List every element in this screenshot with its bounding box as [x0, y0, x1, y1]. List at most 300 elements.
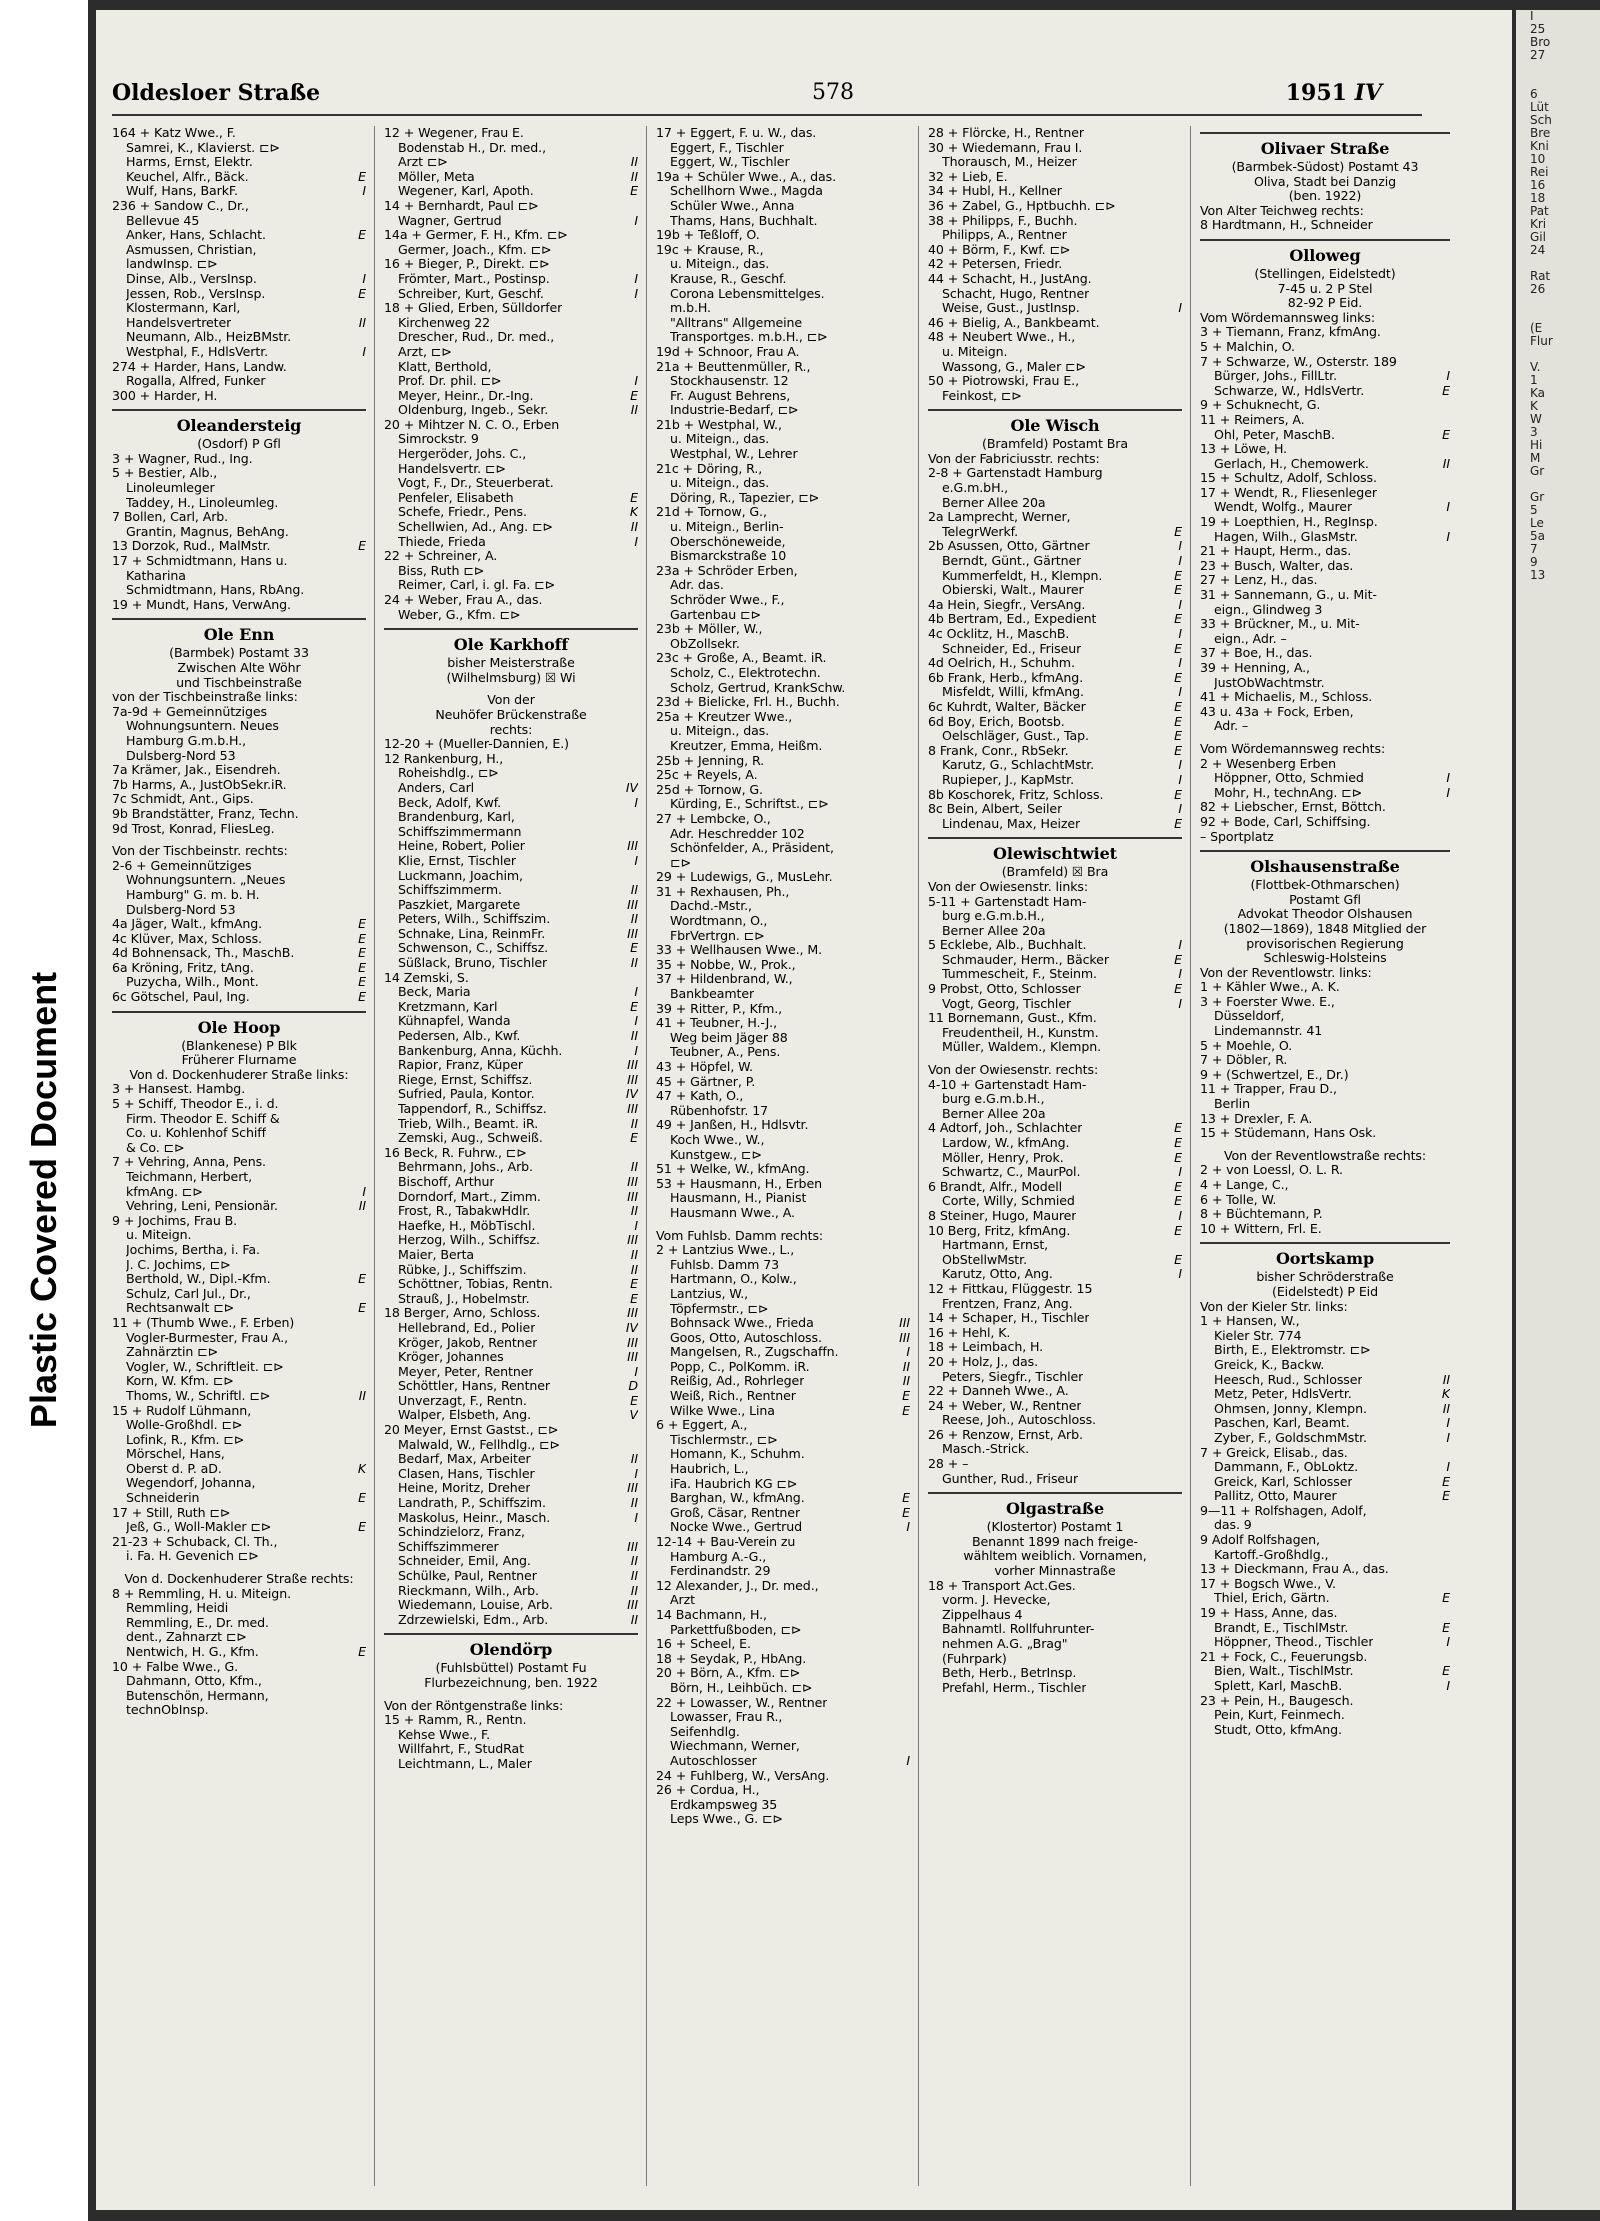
directory-entry	[928, 1267, 1182, 1282]
directory-entry	[1200, 457, 1450, 472]
floor-marker	[906, 827, 910, 842]
street-subheading: (Klostertor) Postamt 1	[986, 1519, 1124, 1535]
directory-entry	[384, 971, 638, 986]
entry-text: 24 + Weber, Frau A., das.	[384, 593, 543, 607]
directory-entry	[384, 1190, 638, 1205]
entry-text: Hamburg A.-G.,	[670, 1549, 767, 1564]
directory-entry	[656, 1177, 910, 1192]
directory-entry	[384, 432, 638, 447]
directory-entry	[1200, 218, 1450, 233]
floor-marker: E	[902, 1504, 910, 1520]
directory-entry	[928, 817, 1182, 832]
entry-text: Bien, Walt., TischlMstr.	[1214, 1664, 1354, 1679]
directory-entry	[112, 1374, 366, 1389]
directory-entry	[928, 1579, 1182, 1594]
entry-text: 6 + Tolle, W.	[1200, 1192, 1277, 1207]
floor-marker: K	[1441, 1386, 1450, 1402]
directory-entry	[112, 1272, 366, 1287]
street-note: Oliva, Stadt bei Danzig	[1253, 173, 1397, 189]
entry-text: Schwenson, C., Schiffsz.	[398, 941, 549, 956]
entry-text: 23a + Schröder Erben,	[656, 563, 798, 578]
entry-text: 4b Bertram, Ed., Expedient	[928, 612, 1097, 627]
directory-entry	[928, 1107, 1182, 1122]
floor-marker	[906, 899, 910, 914]
directory-entry	[384, 389, 638, 404]
entry-text: Berthold, W., Dipl.-Kfm.	[126, 1272, 271, 1287]
entry-text: Mangelsen, R., Zugschaffn.	[670, 1345, 839, 1360]
directory-entry	[1200, 1416, 1450, 1431]
street-subheading: bisher Schröderstraße	[1256, 1269, 1394, 1285]
entry-text: Höppner, Theod., Tischler	[1214, 1635, 1374, 1650]
entry-text: Möller, Henry, Prok.	[942, 1150, 1064, 1165]
directory-entry	[656, 1060, 910, 1075]
floor-marker	[362, 1214, 366, 1229]
entry-text: 21 + Fock, C., Feuerungsb.	[1200, 1649, 1368, 1664]
entry-text: Döring, R., Tapezier, ⊏⊳	[670, 490, 820, 505]
directory-entry	[656, 870, 910, 885]
directory-entry	[112, 360, 366, 375]
floor-marker	[1178, 155, 1182, 170]
entry-text: 11 Bornemann, Gust., Kfm.	[928, 1011, 1097, 1026]
entry-text: 4a Hein, Siegfr., VersAng.	[928, 597, 1086, 612]
floor-marker: III	[627, 1071, 638, 1087]
floor-marker	[906, 1162, 910, 1177]
floor-marker	[1446, 646, 1450, 661]
entry-text: 20 Meyer, Ernst Gastst., ⊏⊳	[384, 1423, 559, 1438]
directory-entry	[928, 1297, 1182, 1312]
floor-marker: I	[1178, 801, 1182, 817]
entry-text: i. Fa. H. Gevenich ⊏⊳	[126, 1549, 259, 1564]
entry-text: Misfeldt, Willi, kfmAng.	[942, 685, 1084, 700]
floor-marker	[362, 763, 366, 778]
directory-entry	[112, 583, 366, 598]
directory-entry	[656, 972, 910, 987]
entry-text: Bellevue 45	[126, 213, 200, 228]
entry-text: u. Miteign., Berlin-	[670, 520, 784, 535]
entry-text: 7a Krämer, Jak., Eisendreh.	[112, 763, 281, 778]
entry-text: Hamburg G.m.b.H.,	[126, 733, 246, 748]
floor-marker: I	[1178, 684, 1182, 700]
entry-text: Dinse, Alb., VersInsp.	[126, 271, 257, 286]
directory-entry	[656, 754, 910, 769]
floor-marker: E	[630, 1130, 638, 1146]
directory-entry	[1200, 676, 1450, 691]
entry-text: 17 + Still, Ruth ⊏⊳	[112, 1505, 231, 1520]
floor-marker	[1178, 1107, 1182, 1122]
entry-text: 37 + Hildenbrand, W.,	[656, 972, 793, 987]
floor-marker	[362, 1674, 366, 1689]
part: IV	[1354, 80, 1382, 106]
entry-text: 33 + Brückner, M., u. Mit-	[1200, 617, 1360, 632]
floor-marker: E	[1174, 1149, 1182, 1165]
floor-marker	[906, 389, 910, 404]
floor-marker	[1178, 1311, 1182, 1326]
entry-text: 18 + Transport Act.Ges.	[928, 1578, 1076, 1593]
directory-entry	[112, 946, 366, 961]
entry-text: Süßlack, Bruno, Tischler	[398, 956, 548, 971]
entry-text: 6c Kuhrdt, Walter, Bäcker	[928, 699, 1086, 714]
directory-entry	[112, 525, 366, 540]
directory-entry	[112, 1199, 366, 1214]
entry-text: 49 + Janßen, H., Hdlsvtr.	[656, 1118, 809, 1133]
floor-marker	[634, 476, 638, 491]
floor-marker: III	[627, 1101, 638, 1116]
directory-entry	[384, 1146, 638, 1161]
floor-marker: III	[627, 1538, 638, 1554]
entry-text: Lofink, R., Kfm. ⊏⊳	[126, 1432, 245, 1447]
floor-marker	[634, 418, 638, 433]
floor-marker: I	[1446, 1429, 1450, 1445]
entry-text: Vom Fuhlsb. Damm rechts:	[656, 1228, 824, 1243]
directory-entry	[384, 766, 638, 781]
directory-entry	[656, 1710, 910, 1725]
entry-text: Vom Wördemannsweg links:	[1200, 310, 1375, 325]
floor-marker	[362, 1689, 366, 1704]
floor-marker	[634, 432, 638, 447]
entry-text: 15 + Schultz, Adolf, Schloss.	[1200, 471, 1377, 486]
floor-marker	[1446, 218, 1450, 233]
directory-entry	[656, 724, 910, 739]
entry-text: Wilke Wwe., Lina	[670, 1403, 775, 1418]
floor-marker	[906, 841, 910, 856]
floor-marker	[1446, 1009, 1450, 1024]
directory-entry	[656, 651, 910, 666]
entry-text: Klatt, Berthold,	[398, 359, 492, 374]
floor-marker	[906, 1206, 910, 1221]
floor-marker	[362, 1703, 366, 1718]
directory-entry	[928, 1165, 1182, 1180]
directory-entry	[928, 525, 1182, 540]
floor-marker	[362, 1097, 366, 1112]
directory-entry	[384, 1613, 638, 1628]
entry-text: 41 + Michaelis, M., Schloss.	[1200, 690, 1373, 705]
entry-text: kfmAng. ⊏⊳	[126, 1184, 203, 1199]
street-subheading: (Stellingen, Eidelstedt)	[1254, 265, 1396, 281]
floor-marker	[1178, 510, 1182, 525]
directory-entry	[1200, 1723, 1450, 1738]
street-heading: Olendörp	[469, 1640, 553, 1660]
entry-text: 15 + Ramm, R., Rentn.	[384, 1713, 527, 1728]
directory-entry	[656, 885, 910, 900]
entry-text: 11 + Reimers, A.	[1200, 412, 1305, 427]
directory-entry	[928, 1040, 1182, 1055]
floor-marker	[634, 971, 638, 986]
directory-entry	[1200, 603, 1450, 618]
directory-entry	[656, 491, 910, 506]
street-heading: Ole Wisch	[1010, 416, 1100, 436]
floor-marker	[906, 1564, 910, 1579]
floor-marker	[906, 666, 910, 681]
street-heading: Oortskamp	[1275, 1249, 1375, 1269]
directory-entry	[384, 1423, 638, 1438]
directory-entry	[112, 1155, 366, 1170]
entry-text: 53 + Hausmann, H., Erben	[656, 1176, 822, 1191]
entry-text: Bohnsack Wwe., Frieda	[670, 1316, 814, 1331]
directory-entry	[1200, 1082, 1450, 1097]
next-page-fragment: 27	[1530, 48, 1546, 62]
street-section	[928, 1492, 1182, 1535]
floor-marker	[1178, 389, 1182, 404]
directory-entry	[384, 316, 638, 331]
next-page-fragment: Hi	[1530, 438, 1543, 452]
entry-text: 236 + Sandow C., Dr.,	[112, 198, 249, 213]
floor-marker	[1446, 966, 1450, 981]
floor-marker	[634, 316, 638, 331]
entry-text: Weber, G., Kfm. ⊏⊳	[398, 607, 521, 622]
entry-text: 34 + Hubl, H., Kellner	[928, 184, 1062, 199]
directory-entry	[112, 1287, 366, 1302]
floor-marker: II	[902, 1373, 910, 1389]
floor-marker	[1178, 126, 1182, 141]
entry-text: 8 + Remmling, H. u. Miteign.	[112, 1586, 291, 1601]
street-note: Advokat Theodor Olshausen	[1237, 906, 1413, 922]
entry-text: 16 Beck, R. Fuhrw., ⊏⊳	[384, 1145, 527, 1160]
floor-marker: E	[1442, 382, 1450, 398]
floor-marker	[634, 257, 638, 272]
floor-marker	[1178, 1297, 1182, 1312]
floor-marker: I	[1178, 966, 1182, 982]
directory-entry	[112, 734, 366, 749]
directory-entry	[1200, 355, 1450, 370]
directory-entry	[1200, 632, 1450, 647]
floor-marker: E	[358, 1490, 366, 1506]
floor-marker	[906, 141, 910, 156]
floor-marker	[906, 943, 910, 958]
floor-marker	[906, 476, 910, 491]
floor-marker: I	[634, 1363, 638, 1379]
floor-marker	[362, 822, 366, 837]
entry-text: Berner Allee 20a	[942, 1106, 1046, 1121]
floor-marker	[1446, 980, 1450, 995]
directory-entry	[656, 170, 910, 185]
entry-text: Beck, Adolf, Kwf.	[398, 795, 502, 810]
floor-marker	[906, 1550, 910, 1565]
entry-text: Schulz, Carl Jul., Dr.,	[126, 1286, 251, 1301]
entry-text: Handelsvertreter	[126, 315, 232, 330]
floor-marker	[1446, 1577, 1450, 1592]
next-page-fragment	[1516, 309, 1600, 322]
directory-entry	[112, 1418, 366, 1433]
entry-text: Splett, Karl, MaschB.	[1214, 1679, 1343, 1693]
floor-marker	[362, 749, 366, 764]
floor-marker	[1178, 1681, 1182, 1696]
entry-text: 19a + Schüler Wwe., A., das.	[656, 169, 837, 184]
entry-text: Gerlach, H., Chemowerk.	[1214, 456, 1369, 471]
floor-marker	[1178, 1457, 1182, 1472]
floor-marker	[906, 1696, 910, 1711]
directory-entry	[112, 763, 366, 778]
floor-marker	[362, 778, 366, 793]
entry-text: 41 + Teubner, H.-J.,	[656, 1016, 777, 1031]
floor-marker	[1446, 573, 1450, 588]
floor-marker	[634, 447, 638, 462]
directory-entry	[384, 1584, 638, 1599]
side-label: Plastic Covered Document	[23, 971, 64, 1429]
directory-entry	[928, 953, 1182, 968]
floor-marker	[1178, 496, 1182, 511]
floor-marker	[906, 797, 910, 812]
entry-text: 17 + Bogsch Wwe., V.	[1200, 1576, 1336, 1591]
directory-entry	[928, 287, 1182, 302]
floor-marker	[1178, 243, 1182, 258]
directory-entry	[1200, 398, 1450, 413]
directory-entry	[112, 1360, 366, 1375]
floor-marker: I	[1178, 655, 1182, 671]
directory-entry	[112, 374, 366, 389]
floor-marker	[1178, 1078, 1182, 1093]
floor-marker: E	[1174, 1251, 1182, 1267]
street-subheading: (Bramfeld) ☒ Bra	[1001, 864, 1109, 880]
floor-marker: I	[1446, 1678, 1450, 1693]
next-page-fragment: Bre	[1530, 126, 1551, 140]
directory-entry	[384, 941, 638, 956]
entry-text: 17 + Schmidtmann, Hans u.	[112, 554, 288, 569]
floor-marker: III	[627, 1305, 638, 1321]
directory-entry	[656, 1206, 910, 1221]
directory-entry	[112, 1476, 366, 1491]
directory-entry	[656, 797, 910, 812]
directory-entry	[384, 1728, 638, 1743]
floor-marker	[1446, 1053, 1450, 1068]
entry-text: 11 + (Thumb Wwe., F. Erben)	[112, 1315, 295, 1330]
entry-text: 23 + Busch, Walter, das.	[1200, 558, 1354, 573]
floor-marker	[1178, 228, 1182, 243]
entry-text: Bischoff, Arthur	[398, 1174, 495, 1189]
floor-marker	[362, 1141, 366, 1156]
directory-entry	[384, 403, 638, 418]
directory-entry	[384, 1292, 638, 1307]
directory-entry	[384, 272, 638, 287]
entry-text: Beck, Maria	[398, 985, 471, 1000]
street-heading: Olewischtwiet	[993, 844, 1117, 864]
floor-marker	[906, 345, 910, 360]
floor-marker	[362, 888, 366, 903]
floor-marker: E	[1174, 742, 1182, 758]
directory-entry	[656, 1162, 910, 1177]
street-note: Von d. Dockenhuderer Straße links:	[129, 1066, 349, 1082]
floor-marker	[634, 593, 638, 608]
entry-text: Thoms, W., Schriftl. ⊏⊳	[126, 1388, 271, 1403]
floor-marker	[362, 1587, 366, 1602]
street-note: 82-92 P Eid.	[1287, 295, 1363, 311]
directory-entry	[112, 1404, 366, 1419]
entry-text: Seifenhdlg.	[670, 1724, 740, 1739]
directory-entry	[656, 1243, 910, 1258]
directory-entry	[656, 914, 910, 929]
entry-text: Popp, C., PolKomm. iR.	[670, 1359, 810, 1374]
directory-entry	[928, 1442, 1182, 1457]
entry-text: Berlin	[1214, 1097, 1250, 1112]
next-page-fragment: K	[1530, 399, 1538, 413]
street-note: Benannt 1899 nach freige-	[971, 1533, 1139, 1549]
entry-text: u. Miteign.	[942, 344, 1008, 359]
floor-marker	[634, 1742, 638, 1757]
floor-marker	[1178, 1282, 1182, 1297]
entry-text: 18 + Leimbach, H.	[928, 1340, 1044, 1355]
floor-marker: E	[630, 998, 638, 1014]
directory-entry	[1200, 1112, 1450, 1127]
entry-text: u. Miteign., das.	[670, 476, 770, 491]
floor-marker	[362, 569, 366, 584]
directory-entry	[112, 1587, 366, 1602]
entry-text: Koch Wwe., W.,	[670, 1132, 765, 1147]
entry-text: Kürding, E., Schriftst., ⊏⊳	[670, 797, 829, 812]
entry-text: landwInsp. ⊏⊳	[126, 257, 218, 272]
entry-text: Brandenburg, Karl,	[398, 810, 515, 825]
floor-marker	[906, 272, 910, 287]
entry-text: Pein, Kurt, Feinmech.	[1214, 1708, 1345, 1723]
directory-entry	[384, 330, 638, 345]
floor-marker	[362, 583, 366, 598]
floor-marker	[1446, 705, 1450, 720]
floor-marker	[634, 360, 638, 375]
entry-text: m.b.H.	[670, 301, 711, 316]
floor-marker	[1178, 1011, 1182, 1026]
directory-entry	[1200, 786, 1450, 801]
directory-entry	[1200, 661, 1450, 676]
entry-text: Schindzielorz, Franz,	[398, 1525, 525, 1540]
directory-entry	[384, 737, 638, 752]
floor-marker: E	[358, 538, 366, 554]
floor-marker	[906, 1075, 910, 1090]
floor-marker	[1446, 1039, 1450, 1054]
entry-text: Zippelhaus 4	[942, 1607, 1023, 1622]
directory-entry	[656, 1623, 910, 1638]
entry-text: Kretzmann, Karl	[398, 999, 498, 1014]
directory-entry	[1200, 515, 1450, 530]
directory-entry	[112, 257, 366, 272]
directory-entry	[1200, 500, 1450, 515]
entry-text: eign., Adr. –	[1214, 631, 1287, 646]
entry-text: Schmidtmann, Hans, RbAng.	[126, 583, 305, 598]
entry-text: Oldenburg, Ingeb., Sekr.	[398, 403, 549, 418]
floor-marker: E	[358, 930, 366, 946]
entry-text: 21 + Haupt, Herm., das.	[1200, 544, 1352, 559]
directory-entry	[384, 839, 638, 854]
street-note: Flurbezeichnung, ben. 1922	[424, 1674, 598, 1690]
directory-entry	[112, 1126, 366, 1141]
directory-entry	[112, 1389, 366, 1404]
floor-marker: I	[634, 852, 638, 868]
entry-text: 7a-9d + Gemeinnütziges	[112, 704, 267, 719]
entry-text: Schneider, Ed., Friseur	[942, 641, 1082, 656]
entry-text: Zdrzewielski, Edm., Arb.	[398, 1612, 549, 1627]
street-subheading: (Barmbek-Südost) Postamt 43	[1231, 159, 1419, 174]
directory-entry	[384, 155, 638, 170]
entry-text: Gartenbau ⊏⊳	[670, 607, 761, 622]
entry-text: 2 + von Loessl, O. L. R.	[1200, 1163, 1343, 1178]
directory-entry	[656, 184, 910, 199]
floor-marker	[1446, 995, 1450, 1010]
floor-marker: III	[627, 1057, 638, 1073]
next-page-fragment: Flur	[1530, 334, 1553, 348]
floor-marker	[906, 681, 910, 696]
floor-marker	[362, 1616, 366, 1631]
entry-text: Schnake, Lina, ReinmFr.	[398, 926, 546, 941]
floor-marker	[634, 1438, 638, 1453]
directory-entry	[112, 452, 366, 467]
directory-entry	[1200, 1533, 1450, 1548]
floor-marker	[906, 1060, 910, 1075]
directory-entry	[656, 1148, 910, 1163]
floor-marker	[1446, 1708, 1450, 1723]
entry-text: Schacht, Hugo, Rentner	[942, 286, 1090, 301]
floor-marker	[906, 768, 910, 783]
entry-text: Müller, Waldem., Klempn.	[942, 1040, 1102, 1055]
floor-marker	[1178, 895, 1182, 910]
entry-text: Corte, Willy, Schmied	[942, 1194, 1075, 1209]
street-section	[928, 837, 1182, 880]
